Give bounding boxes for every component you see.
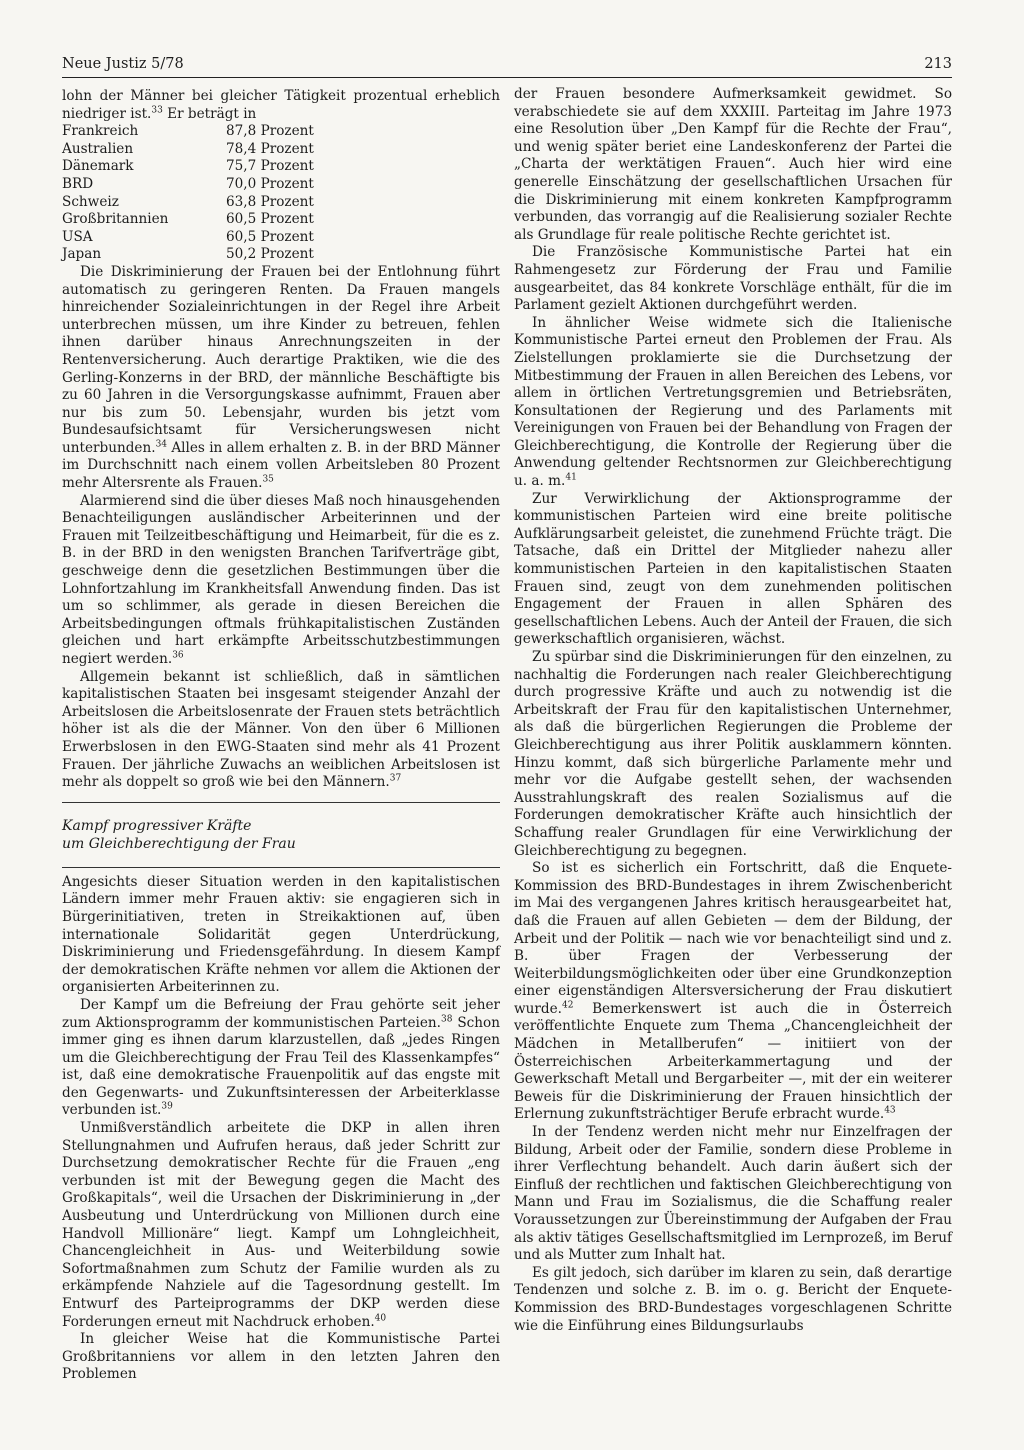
header-rule xyxy=(62,77,952,78)
footnote-ref: 41 xyxy=(565,472,577,483)
footnote-ref: 39 xyxy=(161,1101,173,1112)
footnote-ref: 40 xyxy=(374,1313,387,1324)
footnote-ref: 42 xyxy=(561,1000,574,1011)
footnote-ref: 43 xyxy=(884,1105,896,1116)
paragraph: Der Kampf um die Befreiung der Frau gehörte seit jeher zum Aktionsprogramm der kommunistischen Parteien.$^{38}$ Schon immer ging es ihnen darum klarzustellen, daß „jedes Ringen um die Gleichberechtigung der Frau Teil des Klassenkampfes“ ist, daß eine demokratische Frauenpolitik auf das engste mit den Gegenwarts- und Zukunftsinteressen der Arbeiterklasse verbunden ist.$^{39}$ xyxy=(62,996,500,1119)
list-item xyxy=(62,123,500,141)
footnote-ref: 34 xyxy=(155,439,168,450)
list-item xyxy=(62,229,500,247)
country-name: Schweiz xyxy=(62,193,119,210)
list-item xyxy=(62,194,500,212)
country-name: Australien xyxy=(62,140,134,157)
percentage-value: 63,8 Prozent xyxy=(226,193,314,210)
journal-title: Neue Justiz 5/78 xyxy=(62,56,184,72)
percentage-value: 87,8 Prozent xyxy=(226,123,314,140)
country-name: Frankreich xyxy=(62,123,139,140)
paragraph: Zu spürbar sind die Diskriminierungen für den einzelnen, zu nachhaltig die Forderungen nach realer Gleichberechtigung durch progressive Kräfte und auch zu notwendig ist die Arbeitskraft der Frau für den kapitalistischen Unternehmer, als daß die bürgerlichen Regierungen die Probleme der Gleichberechtigung aus ihrer Politik ausklammern könnten. Hinzu kommt, daß sich bürgerliche Parlamente mehr und mehr vor die Aufgabe gestellt sehen, der wachsenden Ausstrahlungskraft des realen Sozialismus auf die Forderungen demokratischer Kräfte auch hinsichtlich der Schaffung realer Grundlagen für eine Verwirklichung der Gleichberechtigung zu begegnen. xyxy=(514,649,952,859)
paragraph: Angesichts dieser Situation werden in den kapitalistischen Ländern immer mehr Frauen aktiv: sie engagieren sich in Bürgerinitiativen, treten in Streikaktionen auf, üben internationale Solidarität gegen Unterdrückung, Diskriminierung und Friedensgefährdung. In diesem Kampf der demokratischen Kräfte nehmen vor allem die Aktionen der organisierten Arbeiterinnen zu. xyxy=(62,873,500,996)
paragraph: In ähnlicher Weise widmete sich die Italienische Kommunistische Partei erneut den Problemen der Frau. Als Zielstellungen proklamierte sie die Durchsetzung der Mitbestimmung der Frauen in allen Bereichen des Lebens, vor allem in örtlichen Vertretungsgremien und Betriebsräten, Konsultationen der Regierung und des Parlaments mit Vereinigungen von Frauen bei der Behandlung von Fragen der Gleichberechtigung, die Kontrolle der Regierung über die Anwendung geltender Rechtsnormen zur Gleichberechtigung u. a. m.$^{41}$ xyxy=(514,314,952,490)
footnote-ref: 38 xyxy=(441,1013,453,1024)
section-heading: Kampf progressiver Kräfte um Gleichberechtigung der Frau xyxy=(62,817,296,852)
percentage-value: 50,2 Prozent xyxy=(226,246,314,263)
percentage-value: 60,5 Prozent xyxy=(226,228,314,245)
list-item xyxy=(62,176,500,194)
percentage-value: 60,5 Prozent xyxy=(226,211,314,228)
country-name: USA xyxy=(62,228,93,245)
paragraph: In gleicher Weise hat die Kommunistische Partei Großbritanniens vor allem in den letzten Jahren den Problemen xyxy=(62,1331,500,1383)
footnote-ref: 33 xyxy=(151,105,163,116)
list-item xyxy=(62,141,500,159)
paragraph: Die Diskriminierung der Frauen bei der Entlohnung führt automatisch zu geringeren Renten. Da Frauen mangels hinreichender Sozialeinrichtungen in der Regel ihre Arbeit unterbrechen müssen, um ihre Kinder zu betreuen, fehlen ihnen darüber hinaus Anrechnungszeiten in der Rentenversicherung. Auch derartige Praktiken, wie die des Gerling-Konzerns in der BRD, der männliche Beschäftigte bis zu 60 Jahren in die Versorgungskasse aufnimmt, Frauen aber nur bis zum 50. Lebensjahr, wurden bis jetzt vom Bundesaufsichtsamt für Versicherungswesen nicht unterbunden.$^{34}$ Alles in allem erhalten z. B. in der BRD Männer im Durchschnitt nach einem vollen Arbeitsleben 80 Prozent mehr Altersrente als Frauen.$^{35}$ xyxy=(62,263,500,492)
paragraph: Die Französische Kommunistische Partei hat ein Rahmengesetz zur Förderung der Frau und Familie ausgearbeitet, das 84 konkrete Vorschläge enthält, für die im Parlament gezielt Aktionen durchgeführt werden. xyxy=(514,244,952,314)
right-column xyxy=(514,86,952,1335)
paragraph: Es gilt jedoch, sich darüber im klaren zu sein, daß derartige Tendenzen und solche z. B. im o. g. Bericht der Enquete-Kommission des BRD-Bundestages vorgeschlagenen Schritte wie die Einführung eines Bildungsurlaubs xyxy=(514,1264,952,1334)
left-column xyxy=(62,88,500,1384)
paragraph: So ist es sicherlich ein Fortschritt, daß die Enquete-Kommission des BRD-Bundestages in ihrem Zwischenbericht im Mai des vergangenen Jahres kritisch herausgearbeitet hat, daß die Frauen auf allen Gebieten — dem der Bildung, der Arbeit und der Politik — nach wie vor benachteiligt sind und z. B. über Fragen der Verbesserung der Weiterbildungsmöglichkeiten oder über eine Grundkonzeption einer eigenständigen Altersversicherung der Frau diskutiert wurde.$^{42}$ Bemerkenswert ist auch die in Österreich veröffentlichte Enquete zum Thema „Chancengleichheit der Mädchen in Metallberufen“ — initiiert von der Österreichischen Arbeiterkammertagung und der Gewerkschaft Metall und Bergarbeiter —, mit der ein weiterer Beweis für die Diskriminierung der Frauen hinsichtlich der Erlernung zukunftsträchtiger Berufe erbracht wurde.$^{43}$ xyxy=(514,860,952,1123)
wage-ratio-list xyxy=(62,123,500,264)
intro-paragraph: lohn der Männer bei gleicher Tätigkeit prozentual erheblich niedriger ist.$^{33}$ Er beträgt in xyxy=(62,88,500,122)
paragraph: Alarmierend sind die über dieses Maß noch hinausgehenden Benachteiligungen ausländischer Arbeiterinnen und der Frauen mit Teilzeitbeschäftigung und Heimarbeit, für die es z. B. in der BRD in den wenigsten Branchen Tarifverträge gibt, geschweige denn die gesetzlichen Bestimmungen über die Lohnfortzahlung im Krankheitsfall Anwendung finden. Das ist um so schlimmer, als gerade in diesen Bereichen die Arbeitsbedingungen oftmals frühkapitalistischen Zuständen gleichen und hart erkämpfte Arbeitsschutzbestimmungen negiert werden.$^{36}$ xyxy=(62,492,500,667)
country-name: BRD xyxy=(62,175,94,192)
paragraph: Unmißverständlich arbeitete die DKP in allen ihren Stellungnahmen und Aufrufen heraus, daß jeder Schritt zur Durchsetzung demokratischer Rechte für die Frauen „eng verbunden ist mit der Bewegung gegen die Macht des Großkapitals“, weil die Ursachen der Diskriminierung in „der Ausbeutung und Unterdrückung von Millionen durch eine Handvoll Millionäre“ liegt. Kampf um Lohngleichheit, Chancengleichheit in Aus- und Weiterbildung sowie Sofortmaßnahmen zum Schutz der Familie wurden als zu erkämpfende Nahziele auf die Tagesordnung gestellt. Im Entwurf des Parteiprogramms der DKP werden diese Forderungen erneut mit Nachdruck erhoben.$^{40}$ xyxy=(62,1120,500,1330)
percentage-value: 70,0 Prozent xyxy=(226,175,314,192)
footnote-ref: 35 xyxy=(262,474,274,485)
percentage-value: 75,7 Prozent xyxy=(226,158,314,175)
paragraph: In der Tendenz werden nicht mehr nur Einzelfragen der Bildung, Arbeit oder der Familie, sondern diese Probleme in ihrer Verflechtung behandelt. Auch darin äußert sich der Einfluß der rechtlichen und faktischen Gleichberechtigung von Mann und Frau im Sozialismus, die die Schaffung realer Voraussetzungen zur Übereinstimmung der Aufgaben der Frau als aktiv tätiges Gesellschaftsmitglied im Lernprozeß, im Beruf und als Mutter zum Inhalt hat. xyxy=(514,1124,952,1264)
country-name: Japan xyxy=(62,246,102,263)
list-item xyxy=(62,211,500,229)
list-item xyxy=(62,158,500,176)
section-divider xyxy=(62,867,500,868)
country-name: Großbritannien xyxy=(62,211,169,228)
list-item xyxy=(62,246,500,264)
country-name: Dänemark xyxy=(62,158,134,175)
footnote-ref: 36 xyxy=(172,650,184,661)
footnote-ref: 37 xyxy=(389,773,402,784)
paragraph: Zur Verwirklichung der Aktionsprogramme der kommunistischen Parteien wird eine breite politische Aufklärungsarbeit geleistet, die zunehmend Früchte trägt. Die Tatsache, daß ein Drittel der Mitglieder nahezu aller kommunistischen Parteien in den kapitalistischen Staaten Frauen sind, zeugt von dem zunehmenden politischen Engagement der Frauen in allen Sphären des gesellschaftlichen Lebens. Auch der Anteil der Frauen, die sich gewerkschaftlich organisieren, wächst. xyxy=(514,490,952,648)
percentage-value: 78,4 Prozent xyxy=(226,140,314,157)
paragraph: Allgemein bekannt ist schließlich, daß in sämtlichen kapitalistischen Staaten bei insgesamt steigender Anzahl der Arbeitslosen die Arbeitslosenrate der Frauen stets beträchtlich höher ist als die der Männer. Von den über 6 Millionen Erwerbslosen in den EWG-Staaten sind mehr als 41 Prozent Frauen. Der jährliche Zuwachs an weiblichen Arbeitslosen ist mehr als doppelt so groß wie bei den Männern.$^{37}$ xyxy=(62,668,500,791)
page-number: 213 xyxy=(924,56,952,72)
section-divider xyxy=(62,802,500,803)
paragraph: der Frauen besondere Aufmerksamkeit gewidmet. So verabschiedete sie auf dem XXXIII. Parteitag im Jahre 1973 eine Resolution über „Den Kampf für die Rechte der Frau“, und wenig später beriet eine Landeskonferenz der Partei die „Charta der werktätigen Frauen“. Auch hier wird eine generelle Einschätzung der gesellschaftlichen Ursachen für die Diskriminierung mit einem konkreten Kampfprogramm verbunden, das vorrangig auf die Realisierung sozialer Rechte als Grundlage für reale politische Rechte gerichtet ist. xyxy=(514,86,952,243)
